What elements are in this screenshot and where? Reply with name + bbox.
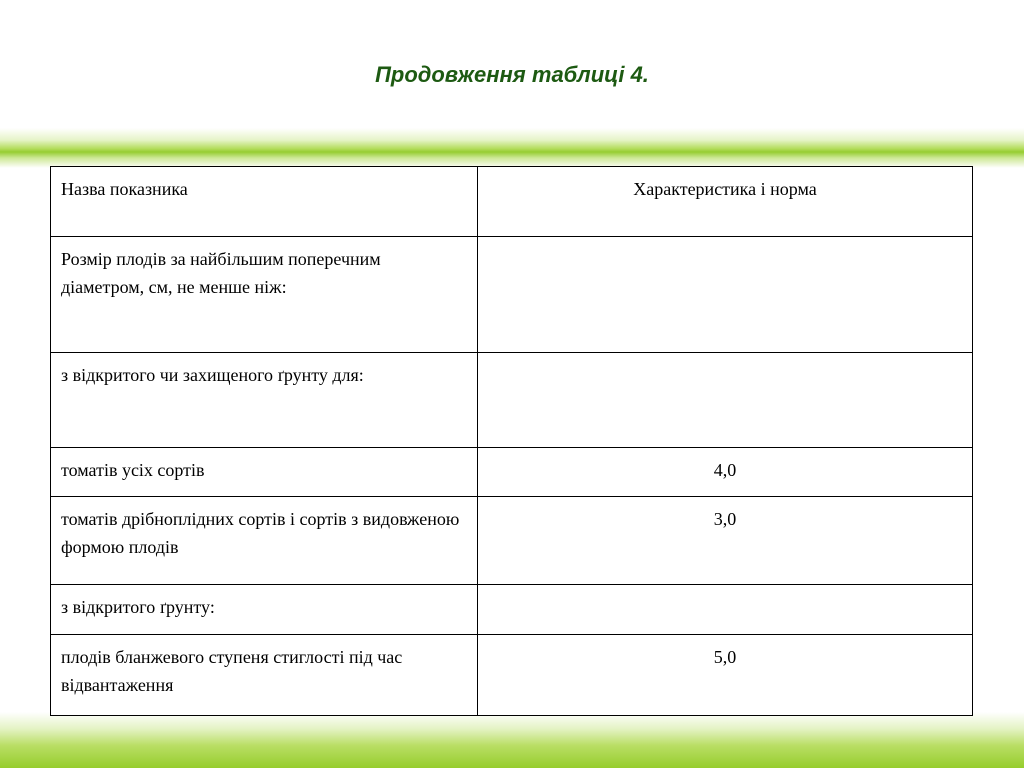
row-name: плодів бланжевого ступеня стиглості під час відвантаження (51, 635, 478, 716)
row-name: томатів усіх сортів (51, 448, 478, 497)
table-row (51, 585, 973, 635)
row-name: з відкритого ґрунту: (51, 585, 478, 635)
row-value: 4,0 (478, 448, 973, 497)
green-band-top (0, 128, 1024, 168)
row-name: Розмір плодів за найбільшим поперечним діаметром, см, не менше ніж: (51, 237, 478, 353)
row-value (478, 237, 973, 353)
row-name: томатів дрібноплідних сортів і сортів з видовженою формою плодів (51, 497, 478, 585)
header-characteristic: Характеристика і норма (478, 167, 973, 237)
row-value: 5,0 (478, 635, 973, 716)
table-header-row (51, 167, 973, 237)
table-row (51, 448, 973, 497)
row-value (478, 353, 973, 448)
row-value (478, 585, 973, 635)
indicator-table (50, 166, 973, 716)
row-name: з відкритого чи захищеного ґрунту для: (51, 353, 478, 448)
table-row (51, 353, 973, 448)
row-value: 3,0 (478, 497, 973, 585)
table-row (51, 497, 973, 585)
green-band-bottom (0, 712, 1024, 768)
header-indicator-name: Назва показника (51, 167, 478, 237)
slide-title: Продовження таблиці 4. (375, 62, 649, 87)
table-row (51, 237, 973, 353)
table-row (51, 635, 973, 716)
